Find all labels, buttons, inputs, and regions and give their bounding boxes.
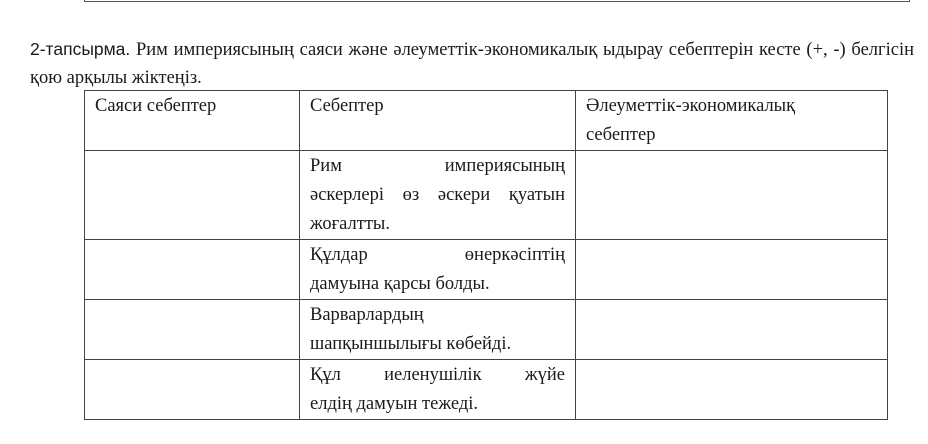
header-line: Әлеуметтік-экономикалық xyxy=(586,96,796,116)
reason-cell xyxy=(300,240,576,300)
reason-line: шапқыншылығы көбейді. xyxy=(310,334,512,354)
header-reasons: Себептер xyxy=(300,91,576,151)
political-mark-cell[interactable] xyxy=(85,151,300,240)
socio-economic-mark-cell[interactable] xyxy=(576,240,888,300)
reason-line: Құлдар өнеркәсіптің xyxy=(310,245,565,265)
task-instruction xyxy=(30,35,914,92)
reason-cell xyxy=(300,360,576,420)
header-line: себептер xyxy=(586,125,656,145)
socio-economic-mark-cell[interactable] xyxy=(576,300,888,360)
socio-economic-mark-cell[interactable] xyxy=(576,151,888,240)
classification-table xyxy=(84,90,888,420)
socio-economic-mark-cell[interactable] xyxy=(576,360,888,420)
reason-line: Құл иеленушілік жүйе xyxy=(310,365,565,385)
political-mark-cell[interactable] xyxy=(85,300,300,360)
table-row xyxy=(85,240,888,300)
table-header-row xyxy=(85,91,888,151)
header-socio-economic-reasons xyxy=(576,91,888,151)
reason-cell xyxy=(300,300,576,360)
previous-table-bottom xyxy=(84,0,910,2)
table-row xyxy=(85,300,888,360)
reason-cell xyxy=(300,151,576,240)
reason-line: Рим империясының xyxy=(310,156,565,176)
political-mark-cell[interactable] xyxy=(85,360,300,420)
table-row xyxy=(85,360,888,420)
reason-line: әскерлері өз әскери қуатын xyxy=(310,185,565,205)
task-text: Рим империясының саяси және әлеуметтік-экономикалық ыдырау себептерін кесте (+, -) белгісін қою арқылы жіктеңіз. xyxy=(30,40,914,88)
table-row xyxy=(85,151,888,240)
reason-line: дамуына қарсы болды. xyxy=(310,274,490,294)
reason-line: елдің дамуын тежеді. xyxy=(310,394,479,414)
political-mark-cell[interactable] xyxy=(85,240,300,300)
reason-line: Варварлардың xyxy=(310,305,424,325)
reason-line: жоғалтты. xyxy=(310,214,390,234)
header-political-reasons: Саяси себептер xyxy=(85,91,300,151)
task-label: 2-тапсырма. xyxy=(30,39,131,59)
